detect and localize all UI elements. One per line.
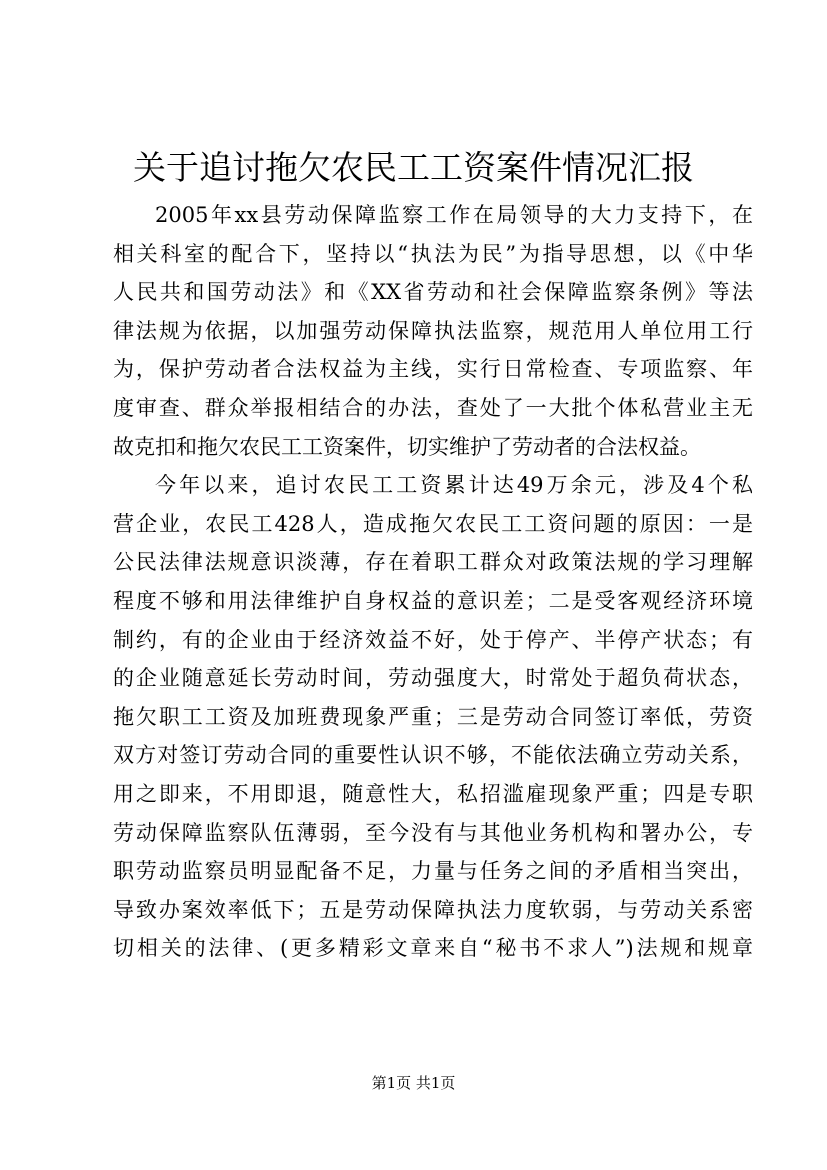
paragraph-line: 拖欠职工工资及加班费现象严重；三是劳动合同签订率低，劳资 bbox=[113, 704, 753, 729]
paragraph-line: 职劳动监察员明显配备不足，力量与任务之间的矛盾相当突出， bbox=[113, 859, 753, 884]
paragraph-line: 今年以来，追讨农民工工资累计达49万余元，涉及4个私 bbox=[155, 473, 753, 498]
paragraph-line: 劳动保障监察队伍薄弱，至今没有与其他业务机构和署办公，专 bbox=[113, 820, 753, 845]
paragraph-line: 营企业，农民工428人，造成拖欠农民工工资问题的原因：一是 bbox=[113, 511, 753, 536]
paragraph-line: 度审查、群众举报相结合的办法，查处了一大批个体私营业主无 bbox=[113, 395, 753, 420]
document-title: 关于追讨拖欠农民工工资案件情况汇报 bbox=[133, 148, 694, 187]
paragraph-line: 导致办案效率低下；五是劳动保障执法力度软弱，与劳动关系密 bbox=[113, 897, 753, 922]
paragraph-line: 切相关的法律、(更多精彩文章来自“秘书不求人”)法规和规章 bbox=[113, 936, 753, 961]
paragraph-line: 2005年xx县劳动保障监察工作在局领导的大力支持下，在 bbox=[155, 203, 753, 227]
paragraph-line: 人民共和国劳动法》和《XX省劳动和社会保障监察条例》等法 bbox=[113, 280, 753, 305]
paragraph-line: 的企业随意延长劳动时间，劳动强度大，时常处于超负荷状态， bbox=[113, 666, 753, 691]
document-body bbox=[113, 196, 753, 968]
paragraph-line: 公民法律法规意识淡薄，存在着职工群众对政策法规的学习理解 bbox=[113, 550, 753, 575]
page-number-footer: 第1页 共1页 bbox=[371, 1074, 456, 1092]
paragraph-line: 相关科室的配合下，坚持以“执法为民”为指导思想，以《中华 bbox=[113, 241, 753, 266]
paragraph-line: 律法规为依据，以加强劳动保障执法监察，规范用人单位用工行 bbox=[113, 318, 753, 343]
paragraph-line: 程度不够和用法律维护自身权益的意识差；二是受客观经济环境 bbox=[113, 588, 753, 613]
paragraph-line: 为，保护劳动者合法权益为主线，实行日常检查、专项监察、年 bbox=[113, 357, 753, 382]
paragraph-2 bbox=[113, 466, 753, 968]
paragraph-line: 故克扣和拖欠农民工工资案件，切实维护了劳动者的合法权益。 bbox=[113, 434, 701, 459]
paragraph-1 bbox=[113, 196, 753, 466]
paragraph-line: 制约，有的企业由于经济效益不好，处于停产、半停产状态；有 bbox=[113, 627, 753, 652]
paragraph-line: 用之即来，不用即退，随意性大，私招滥雇现象严重；四是专职 bbox=[113, 781, 753, 806]
paragraph-line: 双方对签订劳动合同的重要性认识不够，不能依法确立劳动关系， bbox=[113, 743, 753, 768]
